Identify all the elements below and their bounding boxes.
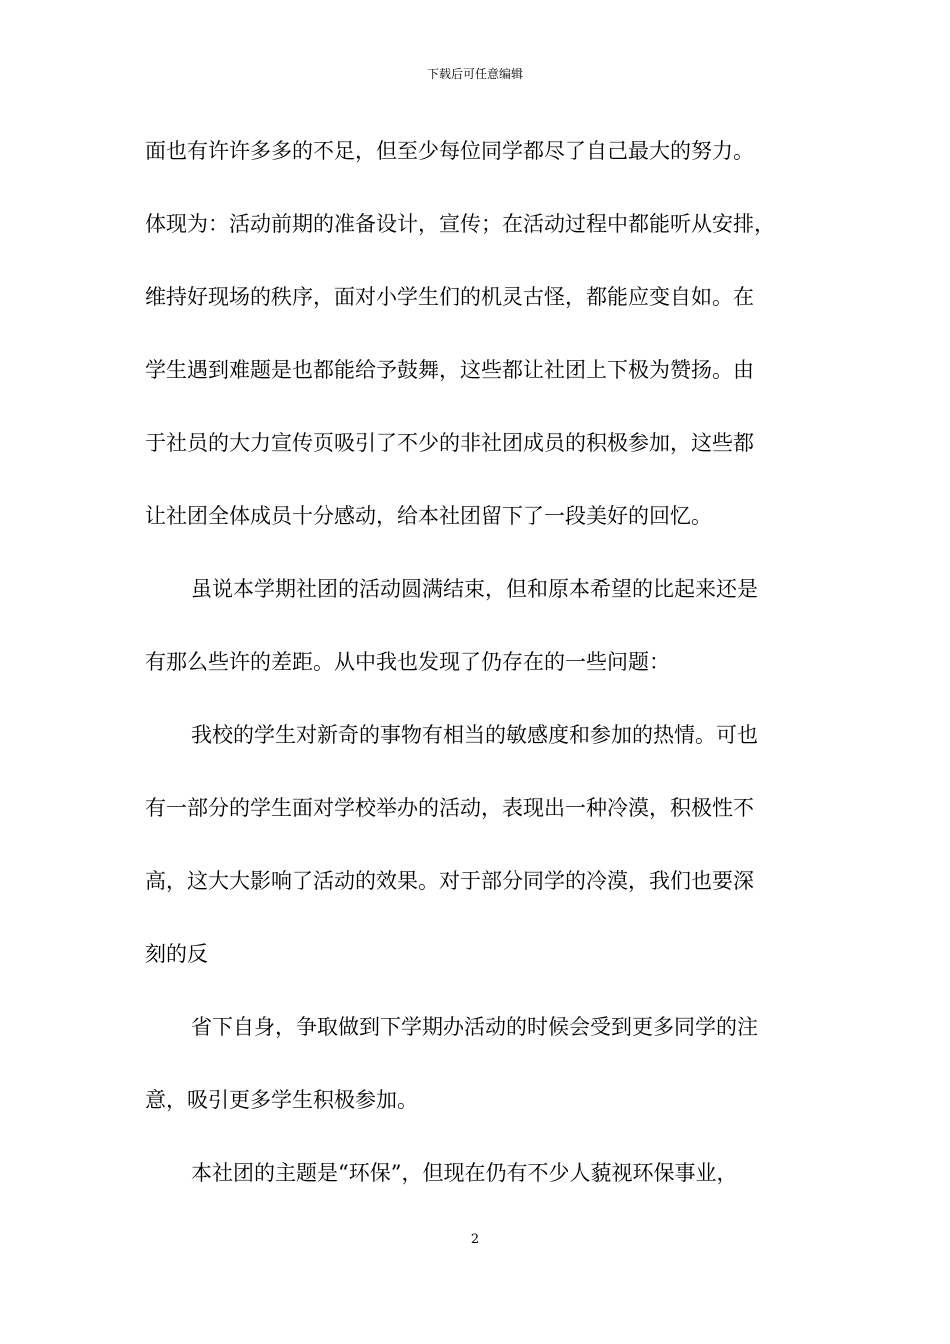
text-line: 学生遇到难题是也都能给予鼓舞，这些都让社团上下极为赞扬。由: [145, 358, 754, 382]
text-line: 维持好现场的秩序，面对小学生们的机灵古怪，都能应变自如。在: [145, 285, 754, 309]
text-line: 让社团全体成员十分感动，给本社团留下了一段美好的回忆。: [145, 504, 712, 528]
text-line: 体现为：活动前期的准备设计，宣传；在活动过程中都能听从安排，: [145, 212, 775, 236]
body-text: [145, 128, 825, 1223]
text-line: 高，这大大影响了活动的效果。对于部分同学的冷漠，我们也要深: [145, 869, 754, 893]
text-line-indented: 本社团的主题是“环保”，但现在仍有不少人藐视环保事业，: [191, 1161, 738, 1185]
text-line: 刻的反: [145, 942, 208, 966]
page-header: 下载后可任意编辑: [426, 67, 523, 81]
text-line: 有一部分的学生面对学校举办的活动，表现出一种冷漠，积极性不: [145, 796, 754, 820]
text-line-indented: 我校的学生对新奇的事物有相当的敏感度和参加的热情。可也: [191, 723, 758, 747]
text-line: 面也有许许多多的不足，但至少每位同学都尽了自己最大的努力。: [145, 139, 754, 163]
text-line: 有那么些许的差距。从中我也发现了仍存在的一些问题：: [145, 650, 670, 674]
text-line-indented: 虽说本学期社团的活动圆满结束，但和原本希望的比起来还是: [191, 577, 758, 601]
text-line: 意，吸引更多学生积极参加。: [145, 1088, 418, 1112]
text-line-indented: 省下自身，争取做到下学期办活动的时候会受到更多同学的注: [191, 1015, 758, 1039]
text-line: 于社员的大力宣传页吸引了不少的非社团成员的积极参加，这些都: [145, 431, 754, 455]
page-number: 2: [470, 1232, 480, 1247]
